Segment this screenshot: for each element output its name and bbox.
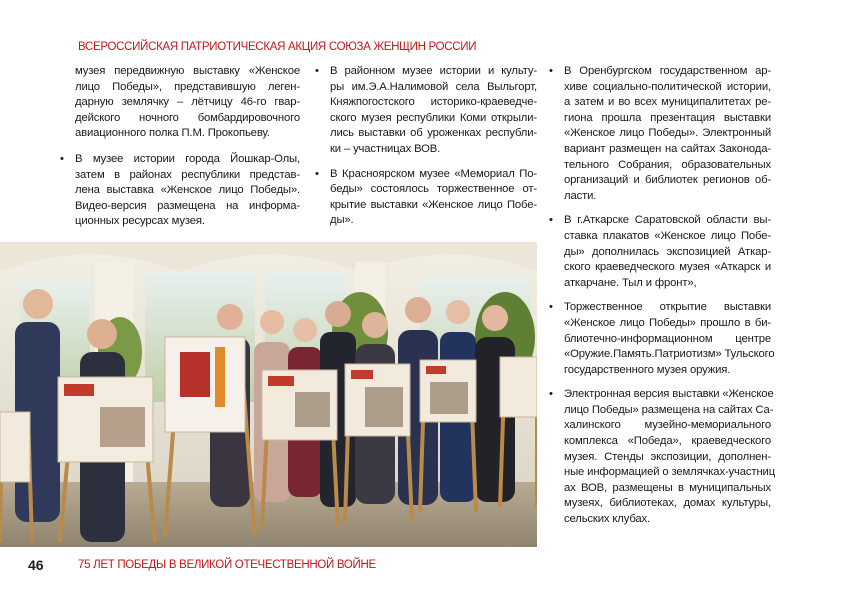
bullet-item: [549, 213, 771, 291]
text-line: вариант размещен на сайтах Законода-: [564, 142, 771, 155]
bullet-item: [315, 167, 537, 229]
text-line: комплекса «Победа», краеведческого: [564, 435, 771, 448]
text-line: В районном музее истории и культу-: [330, 65, 537, 77]
text-line: ласти.: [564, 189, 597, 202]
text-column-1: [60, 64, 300, 230]
bullet-item: [549, 387, 776, 527]
continued-paragraph: [60, 64, 300, 142]
text-line: дейского ночного бомбардировочного: [75, 111, 300, 124]
text-line: хиве социально-политической истории,: [564, 80, 771, 93]
text-line: ки – участницах ВОВ.: [330, 142, 441, 155]
text-line: «Оружие.Память.Патриотизм» Тульского: [564, 348, 775, 361]
text-line: Электронная версия выставки «Женское: [564, 388, 774, 401]
bullet-icon: •: [549, 214, 553, 227]
bullet-icon: •: [549, 301, 553, 314]
text-line: В Оренбургском государственном ар-: [564, 65, 771, 77]
footer-title: 75 ЛЕТ ПОБЕДЫ В ВЕЛИКОЙ ОТЕЧЕСТВЕННОЙ ВОЙНЕ: [78, 559, 376, 571]
bullet-icon: •: [315, 167, 319, 180]
text-line: ского музея республики Коми открыли-: [330, 111, 537, 124]
text-line: государственного музея оружия.: [564, 363, 731, 376]
text-line: тельного Собрания, образовательных: [564, 158, 771, 171]
text-column-3: [549, 64, 776, 528]
text-line: Видео-версия размещена на информа-: [75, 199, 300, 212]
text-line: «Женское лицо Победы». Электронный: [564, 127, 771, 140]
text-line: аткарчане. Тыл и фронт»,: [564, 276, 697, 289]
text-line: ах ВОВ, размещены в муниципальных: [564, 481, 771, 494]
text-line: лена выставка «Женское лицо Победы».: [75, 184, 300, 197]
text-line: ского краеведческого музея «Аткарск и: [564, 261, 771, 274]
text-line: ционных ресурсах музея.: [75, 215, 205, 228]
text-line: крытие выставки «Женское лицо Побе-: [330, 198, 537, 211]
text-line: гиона прошла презентация выставки: [564, 111, 771, 124]
text-line: ды».: [330, 214, 354, 227]
text-line: блиотечно-информационном центре: [564, 332, 771, 345]
text-line: музея. Стенды экспозиции, дополнен-: [564, 450, 771, 463]
bullet-item: [315, 64, 537, 158]
text-line: авиационного полка П.М. Прокопьеву.: [75, 127, 270, 140]
text-line: В музее истории города Йошкар-Олы,: [75, 152, 300, 165]
bullet-icon: •: [60, 152, 64, 165]
text-line: ные информацией о землячках-участниц: [564, 466, 776, 479]
text-line: беды» состоялось торжественное от-: [330, 183, 537, 196]
text-line: «Женское лицо Победы» прошло в би-: [564, 316, 771, 329]
text-line: дарную землячку – лётчицу 46-го гвар-: [75, 96, 300, 109]
text-line: халинского музейно-мемориального: [564, 419, 771, 432]
text-line: В г.Аткарске Саратовской области вы-: [564, 214, 771, 227]
photo-illustration: [0, 242, 537, 547]
text-line: Торжественное открытие выставки: [564, 301, 771, 314]
header-title: ВСЕРОССИЙСКАЯ ПАТРИОТИЧЕСКАЯ АКЦИЯ СОЮЗА ЖЕНЩИН РОССИИ: [78, 41, 477, 53]
text-line: организаций и библиотек регионов об-: [564, 174, 771, 187]
text-line: ды» дополнилась экспозицией Аткар-: [564, 245, 771, 258]
text-column-2: [315, 64, 537, 229]
text-line: сельских клубах.: [564, 513, 651, 526]
text-line: лицо Победы», представившую леген-: [75, 80, 300, 93]
text-line: музея передвижную выставку «Женское: [75, 65, 300, 77]
text-line: Княжпогостского историко-краеведче-: [330, 96, 537, 109]
text-line: музеях, библиотеках, домах культуры,: [564, 497, 771, 510]
page-number: 46: [28, 557, 44, 573]
text-line: затем в районах республики представ-: [75, 168, 300, 181]
text-line: а затем и во всех муниципалитетах ре-: [564, 96, 771, 109]
text-line: лицо Победы» размещена на сайтах Са-: [564, 403, 774, 416]
text-line: лись выставки об уроженках республи-: [330, 127, 537, 140]
bullet-item: [549, 300, 775, 378]
exhibition-photo: [0, 242, 537, 547]
bullet-icon: •: [315, 65, 319, 77]
bullet-item: [549, 64, 771, 204]
text-line: ставка плакатов «Женское лицо Побе-: [564, 229, 771, 242]
bullet-icon: •: [549, 65, 553, 77]
text-line: ры им.Э.А.Налимовой села Выльгорт,: [330, 80, 537, 93]
bullet-icon: •: [549, 388, 553, 401]
bullet-item: [60, 152, 300, 230]
text-line: В Красноярском музее «Мемориал По-: [330, 167, 537, 180]
